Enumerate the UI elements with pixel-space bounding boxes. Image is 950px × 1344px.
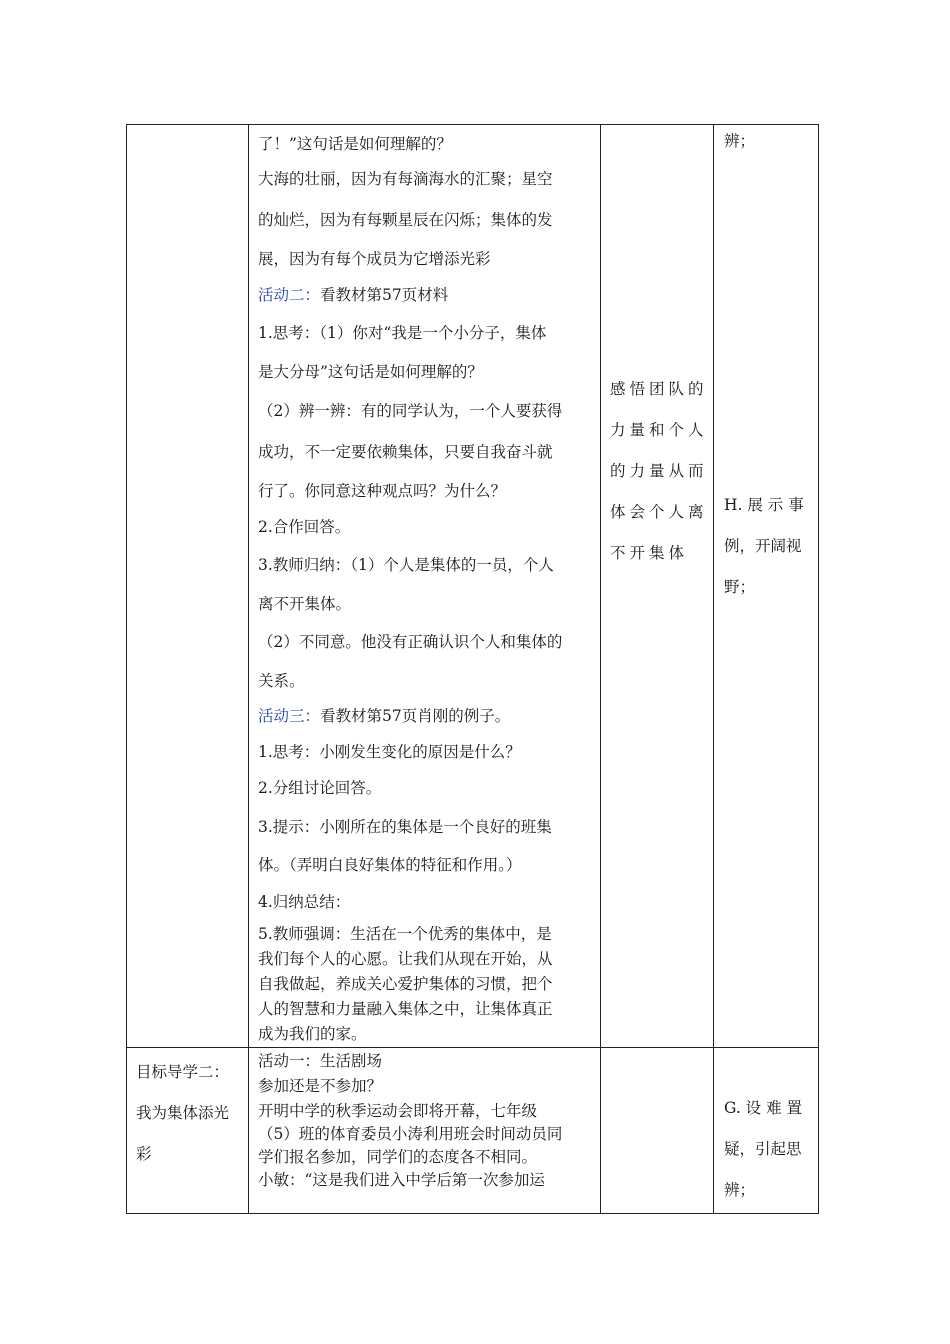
goal-cell bbox=[127, 1048, 249, 1214]
text-line: 我们每个人的心愿。让我们从现在开始，从 bbox=[258, 950, 553, 968]
text-line: 目标导学二： bbox=[136, 1063, 230, 1081]
intent-cell bbox=[601, 125, 714, 1048]
text-line: 1.思考：（1）你对“我是一个小分子，集体 bbox=[258, 324, 547, 342]
text-line: 体会个人离 bbox=[610, 503, 708, 521]
text-line: 2.分组讨论回答。 bbox=[258, 779, 382, 797]
text-line: 开明中学的秋季运动会即将开幕，七年级 bbox=[258, 1102, 538, 1120]
text-line: 辨； bbox=[724, 1181, 756, 1199]
activity-heading: 活动二： bbox=[258, 286, 321, 304]
method-text bbox=[714, 1048, 818, 1211]
text-line: 力量和个人 bbox=[610, 421, 708, 439]
text-line: 小敏：“这是我们进入中学后第一次参加运 bbox=[258, 1171, 545, 1189]
text-line: 3.教师归纳：（1）个人是集体的一员，个人 bbox=[258, 556, 554, 574]
text-line: 1.思考：小刚发生变化的原因是什么？ bbox=[258, 743, 521, 761]
text-line: 行了。你同意这种观点吗？为什么？ bbox=[258, 482, 507, 500]
method-text bbox=[724, 163, 810, 608]
text-line: 的灿烂，因为有每颗星辰在闪烁；集体的发 bbox=[258, 211, 553, 229]
table-row bbox=[127, 125, 819, 1048]
text-line: （5）班的体育委员小涛利用班会时间动员同 bbox=[258, 1125, 563, 1143]
text-line: 感悟团队的 bbox=[610, 380, 708, 398]
text-line: 成功，不一定要依赖集体，只要自我奋斗就 bbox=[258, 443, 553, 461]
intent-cell-empty bbox=[601, 1048, 714, 1214]
goal-text bbox=[127, 1048, 248, 1175]
text-line: 自我做起，养成关心爱护集体的习惯，把个 bbox=[258, 975, 553, 993]
text-line: 离不开集体。 bbox=[258, 595, 352, 613]
text-line: （2）辨一辨：有的同学认为，一个人要获得 bbox=[258, 402, 563, 420]
method-text-top: 辨； bbox=[724, 132, 756, 150]
text-line: 彩 bbox=[136, 1145, 152, 1163]
activity-text bbox=[249, 125, 600, 1047]
text-line: 参加还是不参加？ bbox=[258, 1077, 383, 1095]
text-line: 3.提示：小刚所在的集体是一个良好的班集 bbox=[258, 818, 552, 836]
activity-cell bbox=[249, 1048, 601, 1214]
method-cell bbox=[714, 1048, 819, 1214]
lesson-plan-table bbox=[126, 124, 819, 1214]
text-line: H. 展 示 事 bbox=[724, 496, 804, 514]
text-line: 活动二：看教材第57页材料 bbox=[258, 286, 449, 304]
method-cell bbox=[714, 125, 819, 1048]
text-line: （2）不同意。他没有正确认识个人和集体的 bbox=[258, 633, 563, 651]
text-line: 了！”这句话是如何理解的？ bbox=[258, 135, 452, 153]
text-line: 展，因为有每个成员为它增添光彩 bbox=[258, 250, 491, 268]
text-line: 体。（弄明白良好集体的特征和作用。） bbox=[258, 856, 522, 874]
activity-cell bbox=[249, 125, 601, 1048]
text-line: 不开集体 bbox=[610, 544, 689, 562]
text-line: 成为我们的家。 bbox=[258, 1025, 367, 1043]
text-line: 活动三：看教材第57页肖刚的例子。 bbox=[258, 707, 511, 725]
text-line: 关系。 bbox=[258, 672, 305, 690]
text-line: 野； bbox=[724, 578, 756, 596]
text-line: 学们报名参加，同学们的态度各不相同。 bbox=[258, 1148, 538, 1166]
text-line: 的力量从而 bbox=[610, 462, 708, 480]
text-line: 2.合作回答。 bbox=[258, 518, 351, 536]
text-line: 是大分母”这句话是如何理解的？ bbox=[258, 363, 483, 381]
text-line: 疑，引起思 bbox=[724, 1140, 802, 1158]
text-line: G. 设 难 置 bbox=[724, 1099, 803, 1117]
goal-cell-empty bbox=[127, 125, 249, 1048]
text-line: 例，开阔视 bbox=[724, 537, 802, 555]
text-line: 大海的壮丽，因为有每滴海水的汇聚；星空 bbox=[258, 170, 553, 188]
intent-text bbox=[601, 125, 713, 574]
text-line: 5.教师强调：生活在一个优秀的集体中，是 bbox=[258, 925, 552, 943]
activity-text bbox=[249, 1048, 600, 1192]
text-line: 活动一：生活剧场 bbox=[258, 1052, 383, 1070]
table-row bbox=[127, 1048, 819, 1214]
text-line: 我为集体添光 bbox=[136, 1104, 230, 1122]
text-line: 4.归纳总结： bbox=[258, 893, 351, 911]
activity-heading: 活动三： bbox=[258, 707, 321, 725]
text-line: 人的智慧和力量融入集体之中，让集体真正 bbox=[258, 1000, 553, 1018]
